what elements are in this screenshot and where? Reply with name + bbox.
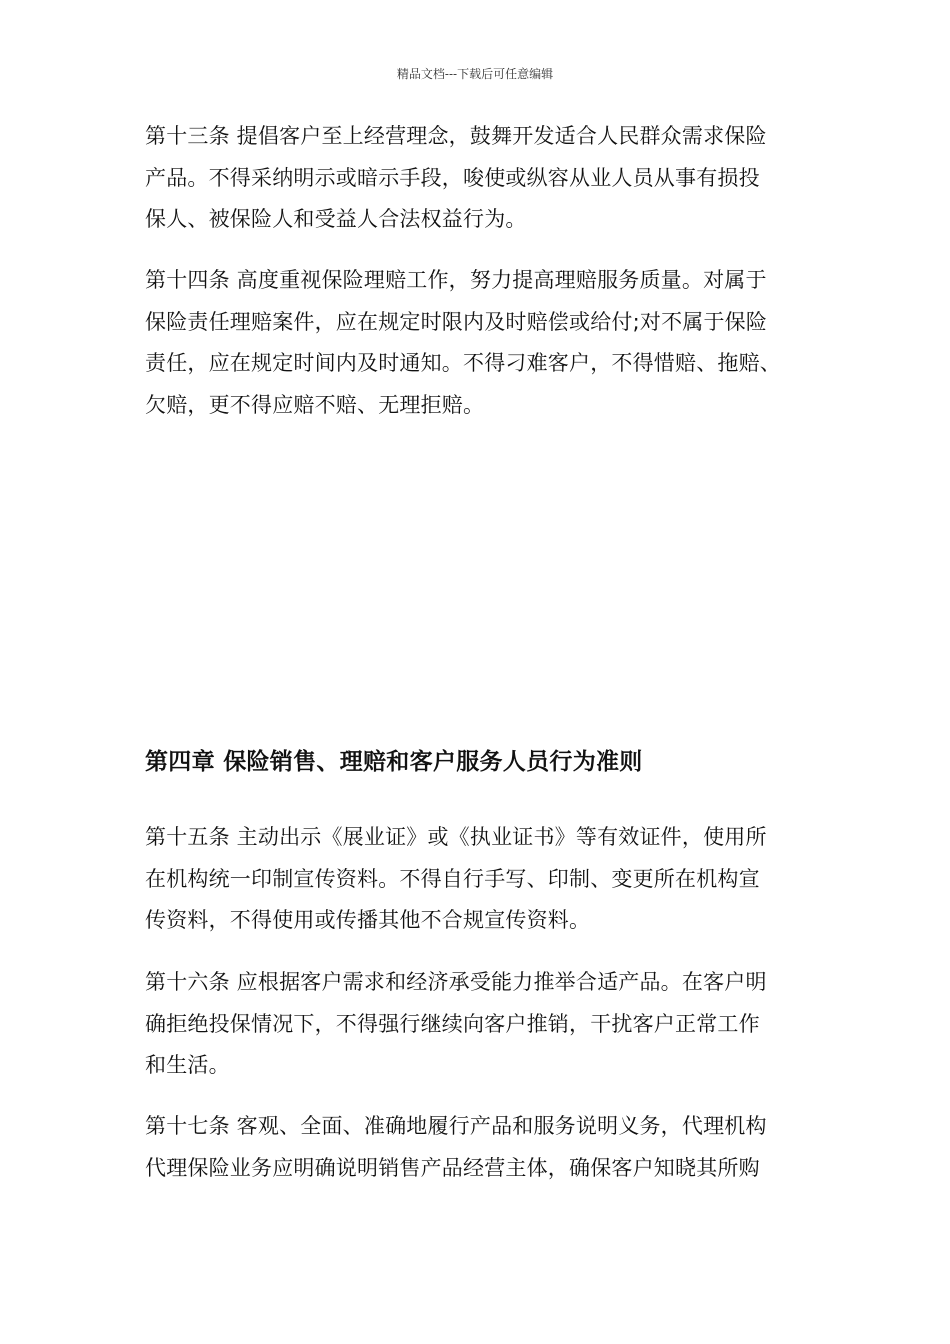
article-17-line-2: 代理保险业务应明确说明销售产品经营主体，确保客户知晓其所购 (145, 1155, 760, 1180)
article-17-line-1: 第十七条 客观、全面、准确地履行产品和服务说明义务，代理机构 (145, 1114, 767, 1138)
article-13-line-2: 产品。不得采纳明示或暗示手段，唆使或纵容从业人员从事有损投 (145, 165, 760, 190)
chapter-heading: 第四章 保险销售、理赔和客户服务人员行为准则 (145, 749, 643, 775)
article-16 (145, 962, 810, 1087)
article-16-line-3: 和生活。 (145, 1053, 230, 1077)
article-13-line-1: 第十三条 提倡客户至上经营理念，鼓舞开发适合人民群众需求保险 (145, 124, 767, 148)
article-15-line-3: 传资料，不得使用或传播其他不合规宣传资料。 (145, 908, 591, 932)
article-16-line-2: 确拒绝投保情况下，不得强行继续向客户推销，干扰客户正常工作 (145, 1011, 760, 1036)
article-15-line-2: 在机构统一印制宣传资料。不得自行手写、印制、变更所在机构宣 (145, 866, 760, 891)
article-15 (145, 817, 810, 942)
article-16-line-1: 第十六条 应根据客户需求和经济承受能力推举合适产品。在客户明 (145, 970, 767, 994)
article-14-line-2: 保险责任理赔案件，应在规定时限内及时赔偿或给付;对不属于保险 (145, 309, 768, 334)
article-13 (145, 116, 810, 241)
page-header: 精品文档---下载后可任意编辑 (396, 67, 554, 81)
article-13-line-3: 保人、被保险人和受益人合法权益行为。 (145, 207, 527, 231)
article-14-line-1: 第十四条 高度重视保险理赔工作，努力提高理赔服务质量。对属于 (145, 268, 767, 292)
article-14 (145, 260, 810, 426)
article-17 (145, 1106, 810, 1189)
article-15-line-1: 第十五条 主动出示《展业证》或《执业证书》等有效证件，使用所 (145, 825, 767, 849)
article-14-line-3: 责任，应在规定时间内及时通知。不得刁难客户，不得惜赔、拖赔、 (145, 351, 781, 375)
article-14-line-4: 欠赔，更不得应赔不赔、无理拒赔。 (145, 392, 485, 417)
